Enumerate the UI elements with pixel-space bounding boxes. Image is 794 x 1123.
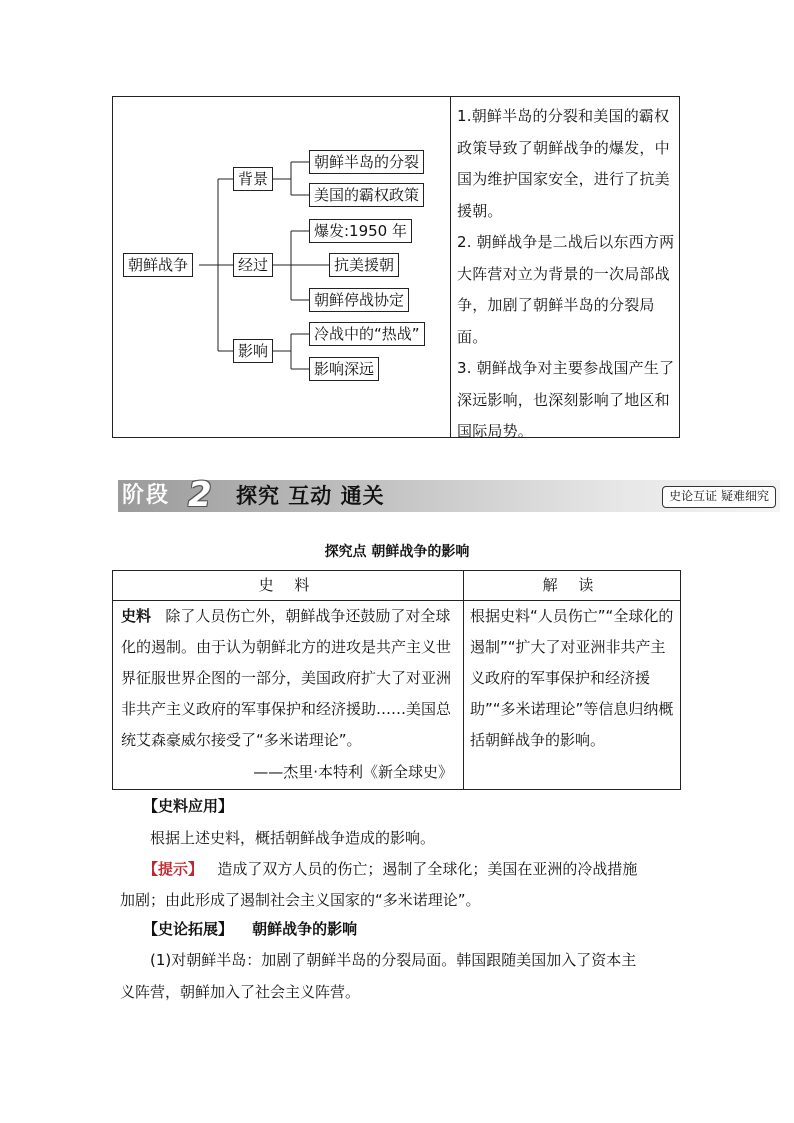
summary-table (112, 96, 680, 438)
leaf-resist-us-aid-korea: 抗美援朝 (329, 253, 399, 277)
source-citation: ——杰里·本特利《新全球史》 (253, 763, 453, 781)
leaf-hot-war: 冷战中的“热战” (309, 322, 425, 346)
source-text: 除了人员伤亡外，朝鲜战争还鼓励了对全球化的遏制。由于认为朝鲜北方的进攻是共产主义世界征服世界企图的一部分，美国政府扩大了对亚洲非共产主义政府的军事保护和经济援助……美国总统艾森豪威尔接受了“多米诺理论”。 (121, 607, 452, 749)
hint-text-1: 造成了双方人员的伤亡；遏制了全球化；美国在亚洲的冷战措施 (217, 860, 638, 878)
leaf-far-reaching: 影响深远 (309, 357, 379, 381)
banner-stage-number: 2 (188, 475, 212, 515)
banner-tag: 史论互证 疑难细究 (662, 486, 776, 508)
section-heading: 探究点 朝鲜战争的影响 (324, 544, 470, 560)
application-title: 【史料应用】 (143, 797, 234, 815)
header-interpretation: 解 读 (542, 576, 602, 594)
banner-title: 探究 互动 通关 (236, 484, 385, 508)
application-question: 根据上述史料，概括朝鲜战争造成的影响。 (150, 829, 436, 847)
summary-point-3: 3. 朝鲜战争对主要参战国产生了深远影响，也深刻影响了地区和国际局势。 (457, 359, 675, 440)
banner-stage-label: 阶段 (122, 483, 171, 508)
extension-line-2: 义阵营，朝鲜加入了社会主义阵营。 (120, 983, 361, 1001)
leaf-outbreak: 爆发:1950 年 (309, 219, 412, 243)
branch-background: 背景 (233, 167, 273, 191)
summary-divider (450, 97, 451, 437)
leaf-peninsula-split: 朝鲜半岛的分裂 (309, 150, 424, 174)
tree-root: 朝鲜战争 (123, 253, 193, 277)
source-cell (121, 601, 459, 756)
summary-point-2: 2. 朝鲜战争是二战后以东西方两大阵营对立为背景的一次局部战争，加剧了朝鲜半岛的分裂局面。 (457, 233, 675, 346)
hint-line-2: 加剧；由此形成了遏制社会主义国家的“多米诺理论”。 (120, 891, 481, 909)
branch-process: 经过 (233, 253, 273, 277)
extension-topic: 朝鲜战争的影响 (252, 920, 358, 938)
interpretation-cell: 根据史料“人员伤亡”“全球化的遏制”“扩大了对亚洲非共产主义政府的军事保护和经济援助”“多米诺理论”等信息归纳概括朝鲜战争的影响。 (470, 607, 674, 749)
source-table (112, 570, 681, 790)
leaf-us-hegemony: 美国的霸权政策 (309, 183, 424, 207)
branch-impact: 影响 (233, 339, 273, 363)
summary-point-1: 1.朝鲜半岛的分裂和美国的霸权政策导致了朝鲜战争的爆发，中国为维护国家安全，进行了抗美援朝。 (457, 107, 670, 220)
stage-banner (118, 475, 780, 515)
extension-title: 【史论拓展】 (143, 920, 234, 938)
extension-line-1: (1)对朝鲜半岛：加剧了朝鲜半岛的分裂局面。韩国跟随美国加入了资本主 (150, 951, 637, 969)
table-column-divider (463, 571, 464, 789)
extension-heading (143, 914, 357, 944)
source-label: 史料 (121, 607, 152, 625)
hint-label: 【提示】 (143, 860, 204, 878)
leaf-armistice: 朝鲜停战协定 (309, 288, 409, 312)
summary-points (457, 101, 679, 448)
hint-line-1 (143, 854, 637, 884)
header-source: 史 料 (258, 576, 318, 594)
